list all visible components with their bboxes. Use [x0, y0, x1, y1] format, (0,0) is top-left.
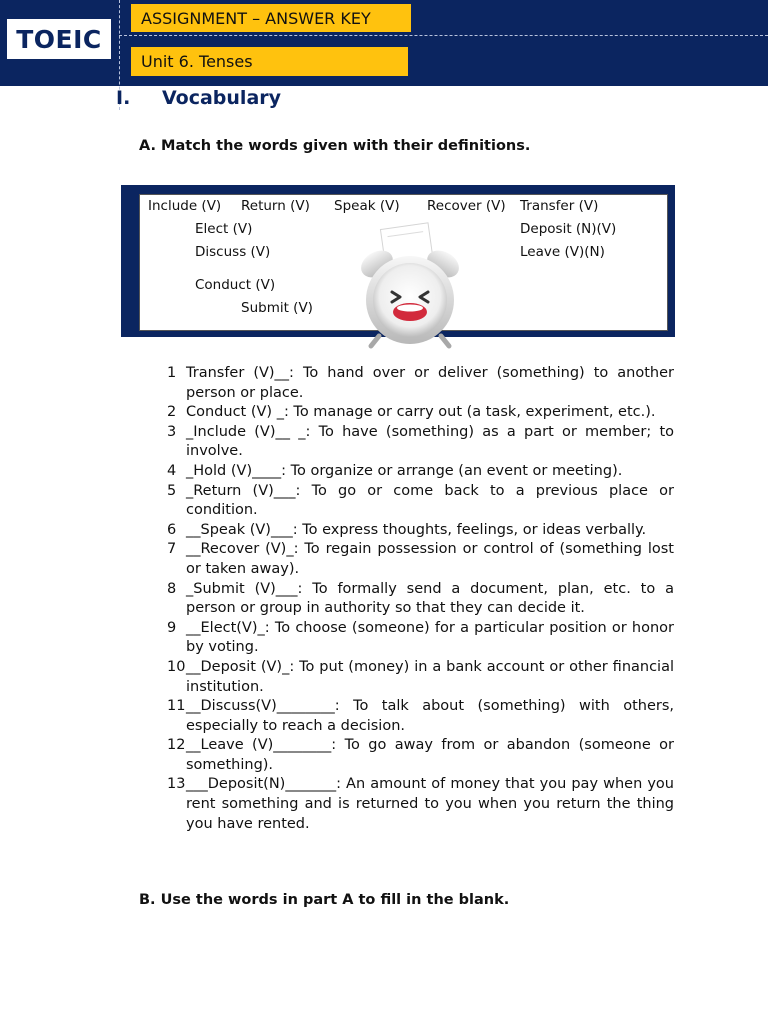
item-number: 13	[167, 776, 186, 793]
list-item	[167, 521, 674, 541]
item-text: __Speak (V)___: To express thoughts, feelings, or ideas verbally.	[186, 521, 647, 538]
item-number: 1	[167, 365, 177, 381]
list-item	[167, 658, 674, 697]
item-text: _Submit (V)___: To formally send a document, plan, etc. to a person or group in authority so that they can decide it.	[186, 580, 674, 617]
word-transfer: Transfer (V)	[520, 198, 599, 214]
horizontal-dashed-divider	[119, 35, 768, 36]
item-text: __Leave (V)________: To go away from or abandon (someone or something).	[186, 737, 674, 773]
item-text: Transfer (V)__: To hand over or deliver (something) to another person or place.	[186, 365, 674, 401]
list-item	[167, 364, 674, 403]
item-number: 9	[167, 619, 177, 636]
item-number: 12	[167, 737, 186, 754]
list-item	[167, 403, 674, 423]
list-item	[167, 619, 674, 658]
word-discuss: Discuss (V)	[195, 244, 271, 260]
toeic-logo: TOEIC	[6, 18, 112, 60]
word-return: Return (V)	[241, 198, 310, 214]
item-number: 2	[167, 404, 177, 421]
word-elect: Elect (V)	[195, 221, 253, 237]
part-a-heading: A. Match the words given with their definitions.	[139, 138, 531, 154]
list-item	[167, 423, 674, 462]
word-include: Include (V)	[148, 198, 222, 214]
item-text: _Hold (V)____: To organize or arrange (an event or meeting).	[186, 462, 623, 479]
unit-label: Unit 6. Tenses	[131, 47, 408, 76]
item-number: 6	[167, 521, 177, 538]
list-item	[167, 736, 674, 775]
item-text: __Deposit (V)_: To put (money) in a bank account or other financial institution.	[186, 658, 674, 695]
list-item	[167, 697, 674, 736]
list-item	[167, 462, 674, 482]
assignment-label: ASSIGNMENT – ANSWER KEY	[131, 4, 411, 32]
alarm-clock-icon	[345, 218, 475, 350]
item-number: 4	[167, 462, 177, 479]
word-deposit: Deposit (N)(V)	[520, 221, 617, 237]
list-item	[167, 580, 674, 619]
item-number: 10	[167, 658, 186, 675]
part-b-heading: B. Use the words in part A to fill in the blank.	[139, 892, 510, 908]
item-number: 7	[167, 541, 177, 558]
item-text: __Discuss(V)________: To talk about (something) with others, especially to reach a decision.	[186, 698, 674, 734]
section-title	[116, 87, 281, 109]
list-item	[167, 775, 674, 834]
section-number: I.	[116, 87, 131, 109]
header-banner	[0, 0, 768, 86]
list-item	[167, 482, 674, 521]
list-item	[167, 540, 674, 579]
item-text: __Recover (V)_: To regain possession or control of (something lost or taken away).	[186, 541, 674, 577]
item-number: 8	[167, 580, 177, 597]
item-text: _Include (V)__ _: To have (something) as a part or member; to involve.	[186, 423, 674, 460]
item-text: __Elect(V)_: To choose (someone) for a particular position or honor by voting.	[186, 619, 674, 656]
item-text: Conduct (V) _: To manage or carry out (a task, experiment, etc.).	[186, 404, 656, 421]
item-number: 3	[167, 423, 177, 440]
section-title-text: Vocabulary	[162, 87, 282, 109]
word-speak: Speak (V)	[334, 198, 400, 214]
item-text: ___Deposit(N)_______: An amount of money that you pay when you rent something and is returned to you when you return the thing you have rented.	[186, 776, 674, 832]
item-text: _Return (V)___: To go or come back to a previous place or condition.	[186, 482, 674, 519]
word-conduct: Conduct (V)	[195, 277, 276, 293]
definition-list	[167, 364, 674, 834]
item-number: 11	[167, 698, 186, 715]
item-number: 5	[167, 482, 177, 499]
word-recover: Recover (V)	[427, 198, 506, 214]
word-leave: Leave (V)(N)	[520, 244, 605, 260]
word-submit: Submit (V)	[241, 300, 313, 316]
